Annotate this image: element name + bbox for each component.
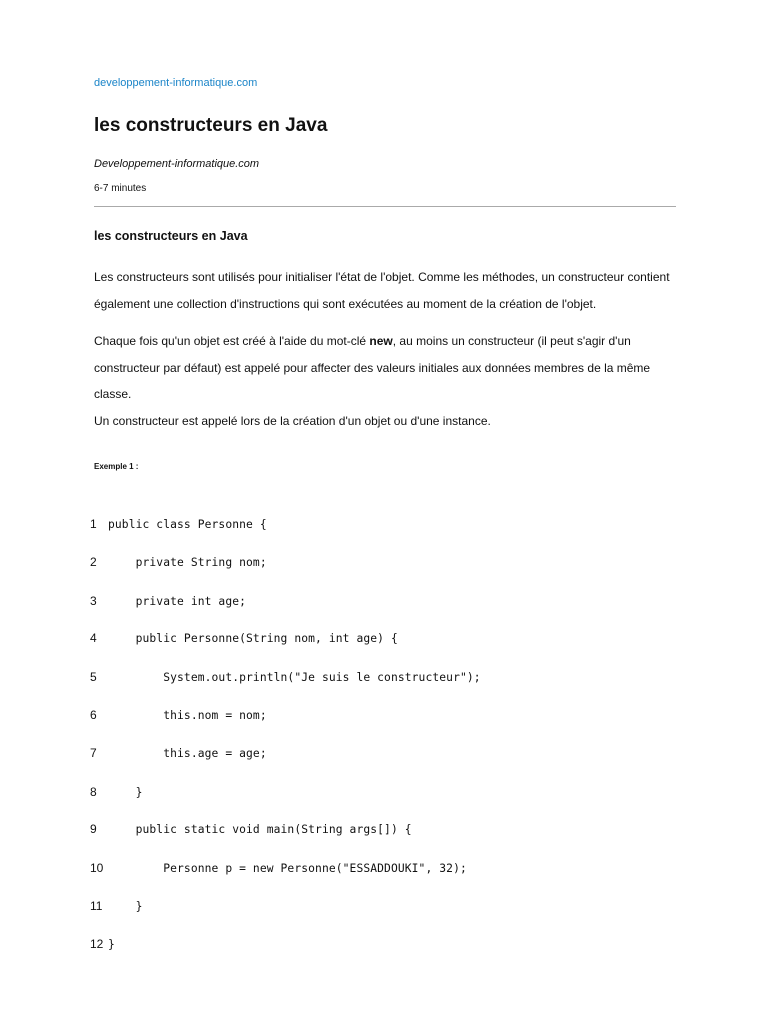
code-text: public static void main(String args[]) {: [108, 823, 412, 836]
line-number: 11: [90, 899, 103, 913]
line-number: 5: [90, 670, 97, 684]
code-text: }: [108, 938, 115, 951]
code-line: [90, 785, 143, 805]
line-number: 2: [90, 555, 97, 569]
line-number: 10: [90, 861, 104, 875]
site-link[interactable]: developpement-informatique.com: [94, 77, 258, 89]
code-line: [90, 670, 481, 690]
paragraph-new-keyword: [94, 328, 676, 434]
paragraph-intro: Les constructeurs sont utilisés pour initialiser l'état de l'objet. Comme les méthodes, un constructeur contient également une collection d'instructions qui sont exécutées au moment de la création de l'objet.: [94, 270, 670, 311]
code-text: this.age = age;: [108, 747, 267, 760]
code-text: }: [108, 786, 143, 799]
line-number: 8: [90, 785, 97, 799]
divider: [94, 206, 676, 207]
reading-time: 6-7 minutes: [94, 183, 147, 194]
code-line: [90, 517, 267, 537]
keyword-new: new: [369, 334, 393, 348]
section-heading: les constructeurs en Java: [94, 229, 248, 243]
line-number: 6: [90, 708, 97, 722]
line-number: 3: [90, 594, 97, 608]
code-text: }: [108, 900, 143, 913]
paragraph-text: Chaque fois qu'un objet est créé à l'aide du mot-clé: [94, 334, 370, 348]
code-line: [90, 746, 267, 766]
byline: Developpement-informatique.com: [94, 158, 260, 170]
paragraph-text: Un constructeur est appelé lors de la création d'un objet ou d'une instance.: [94, 413, 491, 428]
line-number: 9: [90, 822, 97, 836]
line-number: 7: [90, 746, 97, 760]
code-text: public class Personne {: [108, 518, 267, 531]
code-line: [90, 631, 398, 651]
code-line: [90, 594, 246, 614]
code-text: System.out.println("Je suis le constructeur");: [108, 671, 481, 684]
code-line: [90, 937, 115, 957]
code-text: Personne p = new Personne("ESSADDOUKI", 32);: [108, 862, 467, 875]
code-line: [90, 861, 467, 881]
line-number: 4: [90, 631, 97, 645]
line-number: 1: [90, 517, 97, 531]
line-number: 12: [90, 937, 104, 951]
code-line: [90, 555, 267, 575]
code-line: [90, 708, 267, 728]
paragraph-text: , au moins un constructeur (il peut s'agir d'un constructeur par défaut) est appelé pour affecter des valeurs initiales aux données membres de la même classe.: [94, 334, 651, 401]
code-line: [90, 822, 412, 842]
code-text: public Personne(String nom, int age) {: [108, 632, 398, 645]
code-text: this.nom = nom;: [108, 709, 267, 722]
example-label: Exemple 1 :: [94, 462, 139, 471]
code-text: private int age;: [108, 595, 247, 608]
page-title: les constructeurs en Java: [94, 115, 328, 136]
code-text: private String nom;: [108, 556, 267, 569]
code-line: [90, 899, 143, 919]
